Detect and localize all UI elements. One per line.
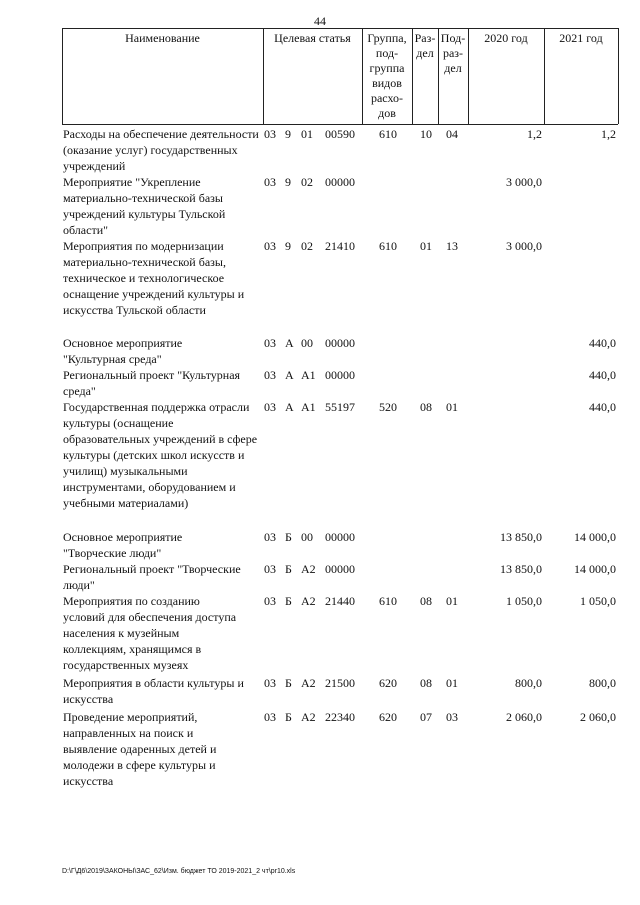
value-2020: 2 060,0	[506, 710, 542, 724]
value-2020: 3 000,0	[506, 239, 542, 253]
target-code-4: 00000	[325, 530, 355, 544]
target-code-3: 00	[301, 336, 313, 350]
row-name: Проведение мероприятий, направленных на поиск и выявление одаренных детей и молодежи в сфере культуры и искусства	[63, 710, 217, 788]
row-name: Региональный проект "Творческие люди"	[63, 562, 241, 592]
header-subsection-line: Под-	[440, 31, 466, 45]
header-group-line: видов	[372, 76, 402, 90]
target-code-4: 00000	[325, 175, 355, 189]
target-code-3: А1	[301, 368, 316, 382]
target-code-2: А	[285, 336, 294, 350]
target-code-1: 03	[264, 594, 276, 608]
value-2020: 3 000,0	[506, 175, 542, 189]
header-subsection-line: дел	[444, 61, 462, 75]
row-name: Основное мероприятие "Творческие люди"	[63, 530, 183, 560]
value-2020: 13 850,0	[500, 562, 542, 576]
group-code: 620	[379, 676, 397, 690]
value-2020: 13 850,0	[500, 530, 542, 544]
header-subsection	[438, 31, 468, 76]
group-code: 620	[379, 710, 397, 724]
group-code: 610	[379, 127, 397, 141]
row-name: Мероприятия по созданию условий для обеспечения доступа населения к музейным коллекциям, хранящимся в государственных музеях	[63, 594, 237, 672]
header-2020: 2020 год	[484, 31, 528, 45]
header-group-line: дов	[378, 106, 396, 120]
value-2020: 1 050,0	[506, 594, 542, 608]
target-code-3: А2	[301, 676, 316, 690]
target-code-3: А2	[301, 594, 316, 608]
target-code-4: 00000	[325, 336, 355, 350]
target-code-4: 00590	[325, 127, 355, 141]
section-code: 10	[420, 127, 432, 141]
header-name: Наименование	[125, 31, 200, 45]
target-code-1: 03	[264, 676, 276, 690]
target-code-1: 03	[264, 710, 276, 724]
target-code-2: Б	[285, 676, 292, 690]
value-2021: 1 050,0	[580, 594, 616, 608]
target-code-2: Б	[285, 562, 292, 576]
value-2021: 14 000,0	[574, 562, 616, 576]
target-code-2: 9	[285, 239, 291, 253]
file-path-footer: D:\Г\Д6\2019\ЗАКОНЫ\ЗАС_62\Изм. бюджет ТО 2019-2021_2 чт\pr10.xls	[62, 868, 296, 875]
target-code-2: Б	[285, 710, 292, 724]
row-name: Мероприятие "Укрепление материально-технической базы учреждений культуры Тульской области"	[63, 175, 226, 237]
header-2021: 2021 год	[559, 31, 603, 45]
target-code-1: 03	[264, 400, 276, 414]
value-2021: 14 000,0	[574, 530, 616, 544]
target-code-3: 02	[301, 175, 313, 189]
section-code: 07	[420, 710, 432, 724]
target-code-2: 9	[285, 127, 291, 141]
section-code: 01	[420, 239, 432, 253]
target-code-2: А	[285, 400, 294, 414]
target-code-3: 01	[301, 127, 313, 141]
section-code: 08	[420, 676, 432, 690]
value-2021: 440,0	[589, 336, 616, 350]
section-code: 08	[420, 594, 432, 608]
target-code-3: А2	[301, 562, 316, 576]
target-code-4: 00000	[325, 368, 355, 382]
row-name: Государственная поддержка отрасли культуры (оснащение образовательных учреждений в сфере культуры (детских школ искусств и училищ) музыкальными инструментами, оборудованием и учебными материалами)	[63, 400, 258, 510]
target-code-4: 55197	[325, 400, 355, 414]
target-code-4: 00000	[325, 562, 355, 576]
target-code-2: 9	[285, 175, 291, 189]
target-code-4: 21500	[325, 676, 355, 690]
value-2021: 440,0	[589, 368, 616, 382]
group-code: 610	[379, 239, 397, 253]
value-2021: 2 060,0	[580, 710, 616, 724]
row-name: Региональный проект "Культурная среда"	[63, 368, 241, 398]
section-code: 08	[420, 400, 432, 414]
header-section-line: дел	[416, 46, 434, 60]
target-code-1: 03	[264, 239, 276, 253]
target-code-1: 03	[264, 368, 276, 382]
row-name: Мероприятия по модернизации материально-технической базы, техническое и технологическое оснащение учреждений культуры и искусства Тульской области	[63, 239, 245, 317]
header-target: Целевая статья	[274, 31, 351, 45]
header-section-line: Раз-	[414, 31, 436, 45]
group-code: 610	[379, 594, 397, 608]
header-group	[362, 31, 412, 121]
value-2021: 1,2	[601, 127, 616, 141]
value-2020: 800,0	[515, 676, 542, 690]
target-code-3: А2	[301, 710, 316, 724]
header-section	[412, 31, 438, 61]
page-number: 44	[314, 14, 326, 28]
header-group-line: группа	[369, 61, 405, 75]
target-code-3: 02	[301, 239, 313, 253]
header-group-line: под-	[375, 46, 399, 60]
row-name: Мероприятия в области культуры и искусства	[63, 676, 244, 706]
subsection-code: 04	[446, 127, 458, 141]
target-code-2: А	[285, 368, 294, 382]
target-code-1: 03	[264, 336, 276, 350]
subsection-code: 01	[446, 594, 458, 608]
header-top-border	[62, 28, 618, 29]
header-subsection-line: раз-	[442, 46, 464, 60]
target-code-1: 03	[264, 175, 276, 189]
header-divider	[618, 28, 619, 124]
group-code: 520	[379, 400, 397, 414]
target-code-3: 00	[301, 530, 313, 544]
target-code-1: 03	[264, 530, 276, 544]
header-group-line: Группа,	[367, 31, 407, 45]
target-code-4: 21440	[325, 594, 355, 608]
subsection-code: 13	[446, 239, 458, 253]
subsection-code: 03	[446, 710, 458, 724]
target-code-2: Б	[285, 594, 292, 608]
target-code-2: Б	[285, 530, 292, 544]
subsection-code: 01	[446, 400, 458, 414]
subsection-code: 01	[446, 676, 458, 690]
value-2020: 1,2	[527, 127, 542, 141]
header-bottom-border	[62, 124, 618, 125]
target-code-4: 22340	[325, 710, 355, 724]
value-2021: 440,0	[589, 400, 616, 414]
row-name: Расходы на обеспечение деятельности (оказание услуг) государственных учреждений	[63, 127, 259, 173]
target-code-1: 03	[264, 562, 276, 576]
value-2021: 800,0	[589, 676, 616, 690]
target-code-1: 03	[264, 127, 276, 141]
header-group-line: расхо-	[370, 91, 404, 105]
row-name: Основное мероприятие "Культурная среда"	[63, 336, 183, 366]
target-code-4: 21410	[325, 239, 355, 253]
target-code-3: А1	[301, 400, 316, 414]
